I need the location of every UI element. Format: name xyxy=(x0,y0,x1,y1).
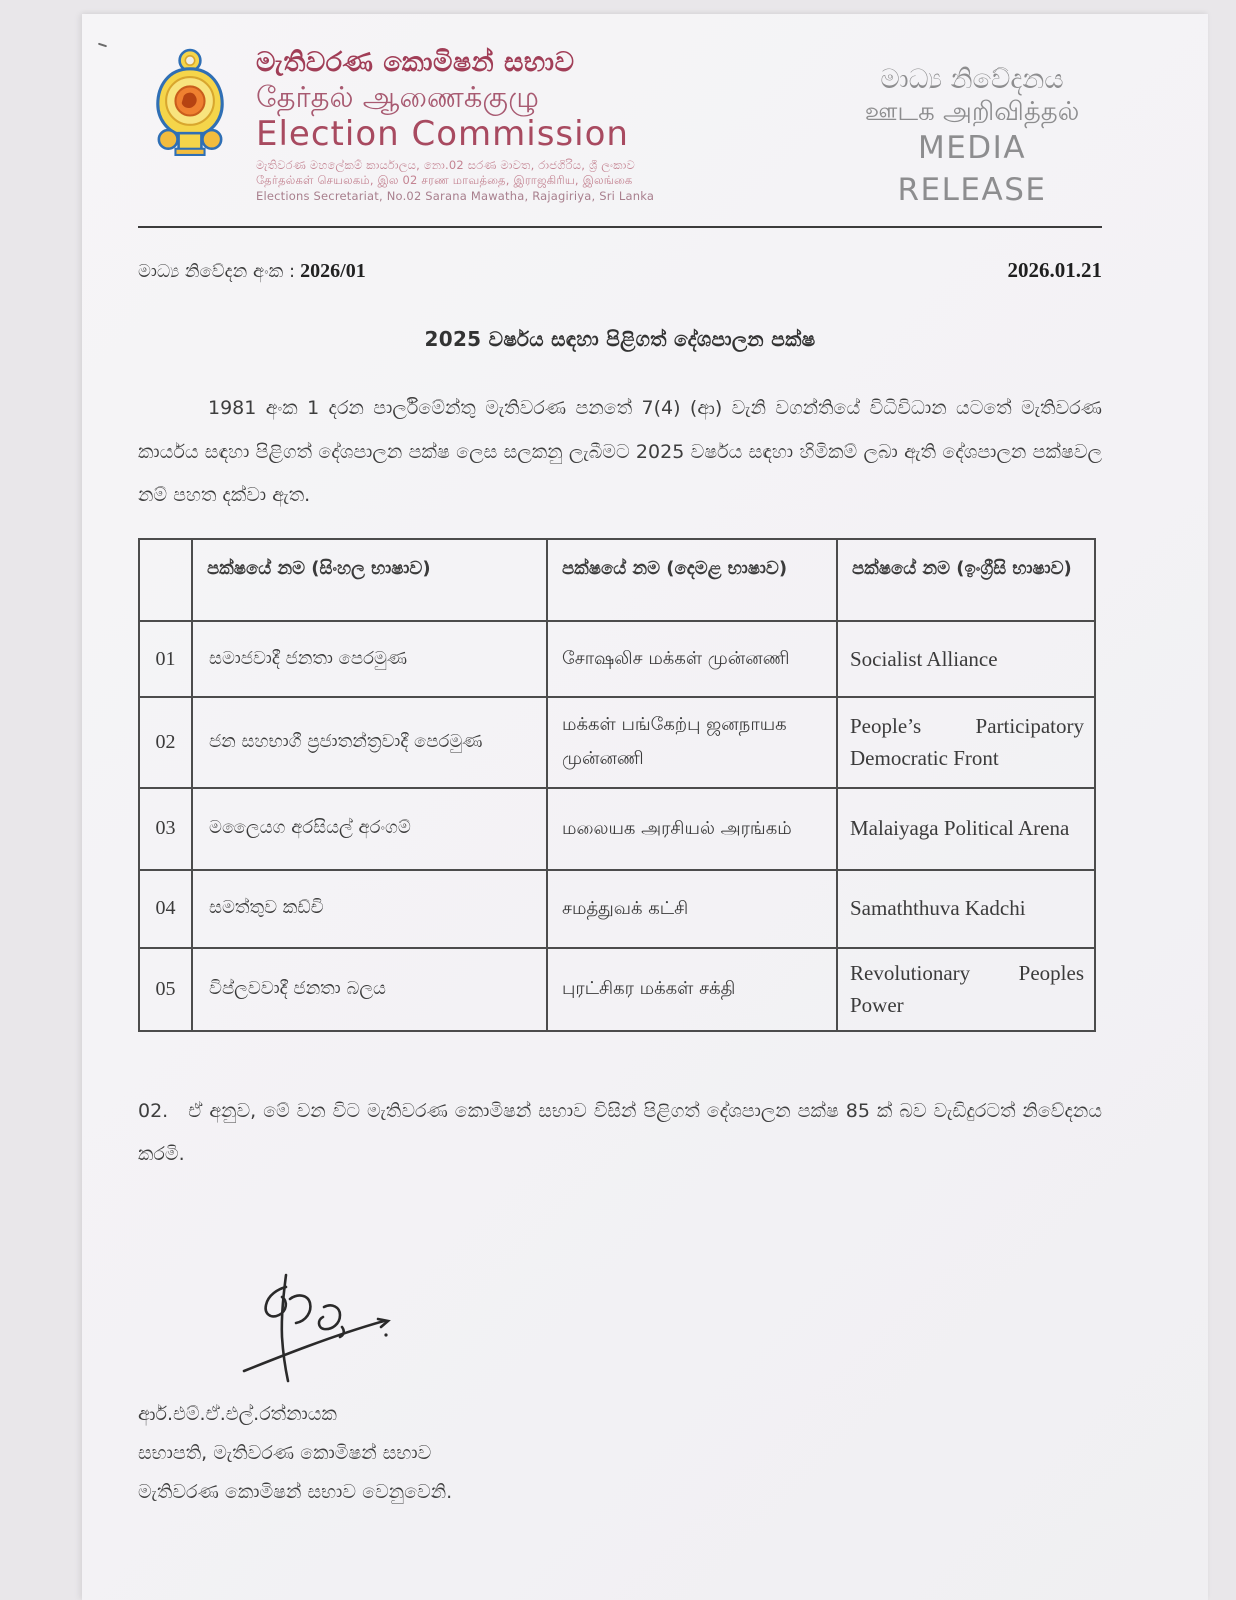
signature-area xyxy=(224,1269,434,1389)
document-page xyxy=(82,14,1208,1600)
party-name-tamil: மக்கள் பங்கேற்பு ஜனநாயக முன்னணி xyxy=(547,697,837,787)
parties-table xyxy=(138,538,1096,1032)
party-name-sinhala: මලෛයග අරසියල් අරංගම් xyxy=(192,788,547,870)
table-row xyxy=(139,697,1095,787)
header-cell-tamil: පක්ෂයේ නම (දෙමළ භාෂාව) xyxy=(547,539,837,621)
media-release-heading xyxy=(842,62,1102,212)
letterhead xyxy=(138,44,1102,212)
address-english: Elections Secretariat, No.02 Sarana Mawatha, Rajagiriya, Sri Lanka xyxy=(256,188,655,203)
party-name-sinhala: සමාජවාදී ජනතා පෙරමුණ xyxy=(192,621,547,697)
sri-lanka-emblem-logo xyxy=(138,48,242,156)
signatory-name: ආර්.එම්.ඒ.එල්.රත්නායක xyxy=(138,1403,337,1426)
header-cell-number xyxy=(139,539,192,621)
media-release-sinhala: මාධ්‍ය නිවේදනය xyxy=(880,64,1064,95)
document-title: 2025 වර්ෂය සඳහා පිළිගත් දේශපාලන පක්ෂ xyxy=(424,326,816,351)
party-name-sinhala: සමත්තුව කඩ්චි xyxy=(192,870,547,948)
brand-title-tamil: தேர்தல் ஆணைக்குழு xyxy=(256,79,539,114)
release-number-value: 2026/01 xyxy=(300,259,366,282)
party-name-tamil: சமத்துவக் கட்சி xyxy=(547,870,837,948)
row-number: 02 xyxy=(139,697,192,787)
media-release-english: MEDIA RELEASE xyxy=(897,130,1047,209)
party-name-tamil: சோஷலிச மக்கள் முன்னணி xyxy=(547,621,837,697)
header-cell-english: පක්ෂයේ නම (ඉංග්‍රීසි භාෂාව) xyxy=(837,539,1095,621)
address-tamil: தேர்தல்கள் செயலகம், இல 02 சரண மாவத்தை, இராஜகிரிய, இலங்கை xyxy=(256,173,633,188)
party-name-sinhala: විප්ලවවාදී ජනතා බලය xyxy=(192,948,547,1031)
brand-title-sinhala: මැතිවරණ කොමිෂන් සභාව xyxy=(256,47,575,78)
commission-brand xyxy=(138,44,654,204)
table-row xyxy=(139,870,1095,948)
header-divider xyxy=(138,226,1102,228)
table-row xyxy=(139,788,1095,870)
row-number: 05 xyxy=(139,948,192,1031)
table-row xyxy=(139,948,1095,1031)
scan-artifact xyxy=(98,43,107,48)
signatory-on-behalf: මැතිවරණ කොමිෂන් සභාව වෙනුවෙනි. xyxy=(138,1480,453,1503)
header-cell-sinhala: පක්ෂයේ නම (සිංහල භාෂාව) xyxy=(192,539,547,621)
body-paragraph-1: 1981 අංක 1 දරන පාර්ලිමේන්තු මැතිවරණ පනතේ 7(4) (ආ) වැනි වගන්තියේ විධිවිධාන යටතේ මැතිවරණ කාර්යය සඳහා පිළිගත් දේශපාලන පක්ෂ ලෙස සලකනු ලැබීමට 2025 වර්ෂය සඳහා හිමිකම් ලබා ඇති දේශපාලන පක්ෂවල නම් පහත දක්වා ඇත. xyxy=(138,396,1102,507)
row-number: 01 xyxy=(139,621,192,697)
media-release-tamil: ஊடக அறிவித்தல் xyxy=(864,97,1080,128)
release-meta xyxy=(138,258,1102,283)
paragraph-2-text: ඒ අනුව, මේ වන විට මැතිවරණ කොමිෂන් සභාව විසින් පිළිගත් දේශපාලන පක්ෂ 85 ක් බව වැඩිදුරටත් නිවේදනය කරමි. xyxy=(138,1099,1102,1166)
party-name-english: Samaththuva Kadchi xyxy=(837,870,1095,948)
address-sinhala: මැතිවරණ මහලේකම් කාර්යාලය, නො.02 සරණ මාවත, රාජගිරිය, ශ්‍රී ලංකාව xyxy=(256,157,635,172)
party-name-english: Revolutionary Peoples Power xyxy=(837,948,1095,1031)
release-number-label: මාධ්‍ය නිවේදන අංක : xyxy=(138,260,296,282)
party-name-english: Malaiyaga Political Arena xyxy=(837,788,1095,870)
body-paragraph-2 xyxy=(138,1090,1102,1177)
party-name-english: Socialist Alliance xyxy=(837,621,1095,697)
release-number xyxy=(138,260,366,283)
signatory-title: සභාපති, මැතිවරණ කොමිෂන් සභාව xyxy=(138,1442,432,1464)
row-number: 03 xyxy=(139,788,192,870)
table-header-row xyxy=(139,539,1095,621)
brand-title-english: Election Commission xyxy=(256,113,629,154)
table-row xyxy=(139,621,1095,697)
party-name-english: People’s Participatory Democratic Front xyxy=(837,697,1095,787)
paragraph-2-number: 02. xyxy=(138,1099,169,1122)
brand-titles xyxy=(256,44,654,204)
signatory-block xyxy=(138,1395,1102,1512)
party-name-sinhala: ජන සහභාගී ප්‍රජාතන්ත්‍රවාදී පෙරමුණ xyxy=(192,697,547,787)
release-date: 2026.01.21 xyxy=(1007,257,1102,282)
row-number: 04 xyxy=(139,870,192,948)
handwritten-signature xyxy=(224,1269,434,1389)
party-name-tamil: மலையக அரசியல் அரங்கம் xyxy=(547,788,837,870)
party-name-tamil: புரட்சிகர மக்கள் சக்தி xyxy=(547,948,837,1031)
